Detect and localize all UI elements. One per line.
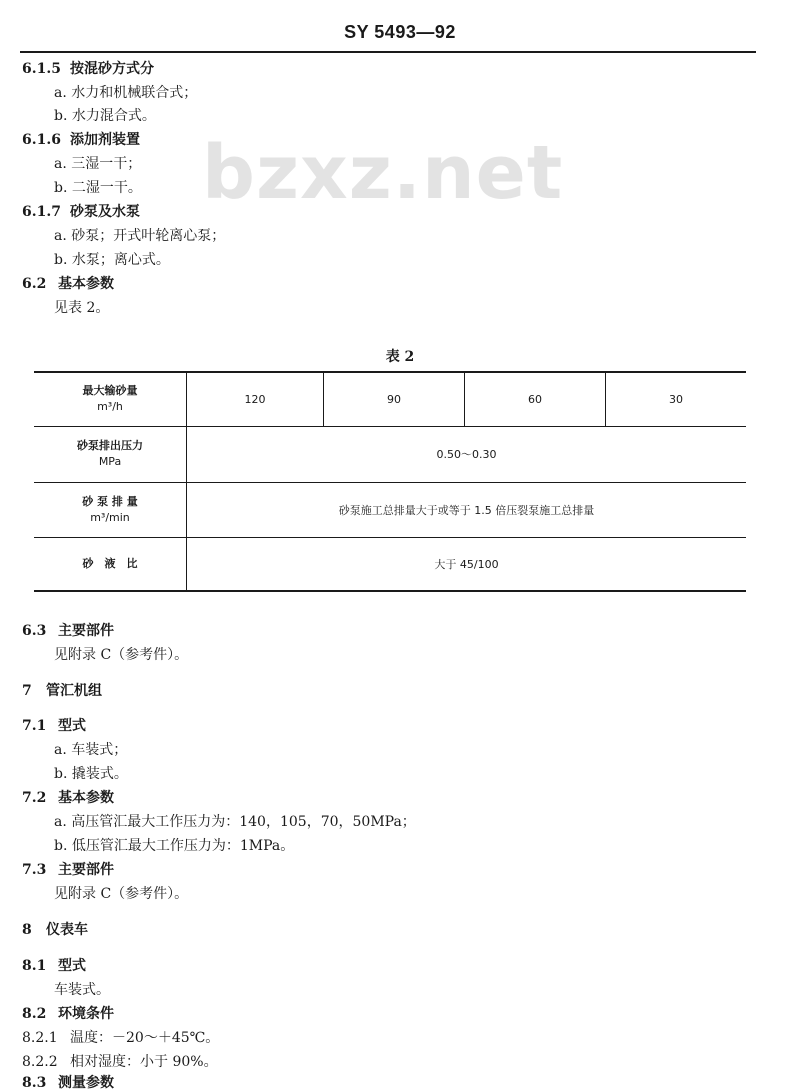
row-label: 砂 液 比 bbox=[82, 556, 138, 570]
list-item: a. 砂泵；开式叶轮离心泵； bbox=[54, 228, 226, 244]
clause-7-2-heading bbox=[22, 789, 114, 807]
chapter-number: 7 bbox=[22, 683, 32, 699]
page-header bbox=[0, 18, 800, 58]
row-header bbox=[34, 482, 187, 537]
clause-number: 7.1 bbox=[22, 718, 47, 734]
clause-8-2-heading bbox=[22, 1005, 114, 1023]
list-item: b. 低压管汇最大工作压力为：1MPa。 bbox=[54, 838, 295, 854]
clause-text: 相对湿度：小于 90%。 bbox=[70, 1054, 218, 1070]
clause-6-3-heading bbox=[22, 622, 114, 640]
list-item: a. 高压管汇最大工作压力为：140，105，70，50MPa； bbox=[54, 814, 416, 830]
clause-7-3-heading bbox=[22, 861, 114, 879]
row-header bbox=[34, 537, 187, 591]
watermark: bzxz.net bbox=[202, 130, 564, 216]
clause-number: 8.3 bbox=[22, 1075, 47, 1091]
table-cell: 120 bbox=[187, 372, 324, 426]
clause-body: 见表 2。 bbox=[54, 300, 110, 316]
clause-number: 6.1.6 bbox=[22, 132, 61, 148]
table-cell: 0.50～0.30 bbox=[187, 426, 747, 482]
clause-8-3-heading bbox=[22, 1074, 114, 1092]
clause-body: 车装式。 bbox=[54, 982, 110, 998]
clause-number: 8.1 bbox=[22, 958, 47, 974]
row-header bbox=[34, 426, 187, 482]
clause-title: 型式 bbox=[58, 718, 86, 734]
row-label: 最大输砂量 bbox=[82, 384, 138, 398]
table-cell: 30 bbox=[606, 372, 747, 426]
row-unit: MPa bbox=[98, 455, 122, 468]
clause-title: 主要部件 bbox=[58, 862, 114, 878]
clause-title: 主要部件 bbox=[58, 623, 114, 639]
clause-title: 按混砂方式分 bbox=[70, 61, 154, 77]
chapter-8-heading bbox=[22, 921, 88, 939]
clause-number: 6.1.7 bbox=[22, 204, 61, 220]
list-item: a. 三湿一干； bbox=[54, 156, 142, 172]
row-header bbox=[34, 372, 187, 426]
clause-number: 6.3 bbox=[22, 623, 47, 639]
clause-number: 6.2 bbox=[22, 276, 47, 292]
list-item: a. 水力和机械联合式； bbox=[54, 85, 198, 101]
clause-8-1-heading bbox=[22, 957, 86, 975]
table-cell: 砂泵施工总排量大于或等于 1.5 倍压裂泵施工总排量 bbox=[187, 482, 747, 537]
chapter-title: 仪表车 bbox=[46, 922, 88, 938]
list-item: b. 二湿一干。 bbox=[54, 180, 142, 196]
clause-6-1-6-heading bbox=[22, 131, 140, 149]
chapter-number: 8 bbox=[22, 922, 32, 938]
row-unit: m³/h bbox=[97, 400, 123, 414]
clause-number: 7.3 bbox=[22, 862, 47, 878]
standard-code: SY 5493—92 bbox=[344, 22, 456, 42]
clause-6-1-7-heading bbox=[22, 203, 140, 221]
clause-text: 温度：－20～＋45℃。 bbox=[70, 1030, 220, 1046]
clause-body: 见附录 C（参考件）。 bbox=[54, 886, 189, 902]
clause-6-2-heading bbox=[22, 275, 114, 293]
clause-number: 8.2.2 bbox=[22, 1054, 58, 1070]
table-row bbox=[34, 482, 746, 537]
list-item: b. 水泵；离心式。 bbox=[54, 252, 170, 268]
clause-title: 基本参数 bbox=[58, 276, 114, 292]
clause-number: 8.2.1 bbox=[22, 1030, 58, 1046]
header-rule bbox=[20, 51, 756, 53]
table-row bbox=[34, 426, 746, 482]
list-item: b. 撬装式。 bbox=[54, 766, 128, 782]
clause-number: 8.2 bbox=[22, 1006, 47, 1022]
table-2 bbox=[34, 371, 746, 592]
row-unit: m³/min bbox=[90, 510, 130, 524]
clause-title: 测量参数 bbox=[58, 1075, 114, 1091]
table-cell: 大于 45/100 bbox=[187, 537, 747, 591]
table-row bbox=[34, 372, 746, 426]
table-row bbox=[34, 537, 746, 591]
table-cell: 90 bbox=[324, 372, 465, 426]
clause-7-1-heading bbox=[22, 717, 86, 735]
clause-title: 砂泵及水泵 bbox=[70, 204, 140, 220]
clause-title: 基本参数 bbox=[58, 790, 114, 806]
table-caption: 表 2 bbox=[385, 349, 415, 365]
clause-8-2-2 bbox=[22, 1053, 218, 1071]
clause-8-2-1 bbox=[22, 1029, 219, 1047]
list-item: a. 车装式； bbox=[54, 742, 128, 758]
row-label: 砂泵排出压力 bbox=[77, 439, 143, 452]
clause-title: 型式 bbox=[58, 958, 86, 974]
clause-title: 环境条件 bbox=[58, 1006, 114, 1022]
clause-6-1-5-heading bbox=[22, 60, 154, 78]
list-item: b. 水力混合式。 bbox=[54, 108, 156, 124]
row-label: 砂 泵 排 量 bbox=[82, 494, 138, 508]
clause-title: 添加剂装置 bbox=[70, 132, 140, 148]
table-cell: 60 bbox=[465, 372, 606, 426]
chapter-title: 管汇机组 bbox=[46, 683, 102, 699]
chapter-7-heading bbox=[22, 682, 102, 700]
clause-number: 6.1.5 bbox=[22, 61, 61, 77]
clause-number: 7.2 bbox=[22, 790, 47, 806]
clause-body: 见附录 C（参考件）。 bbox=[54, 647, 189, 663]
